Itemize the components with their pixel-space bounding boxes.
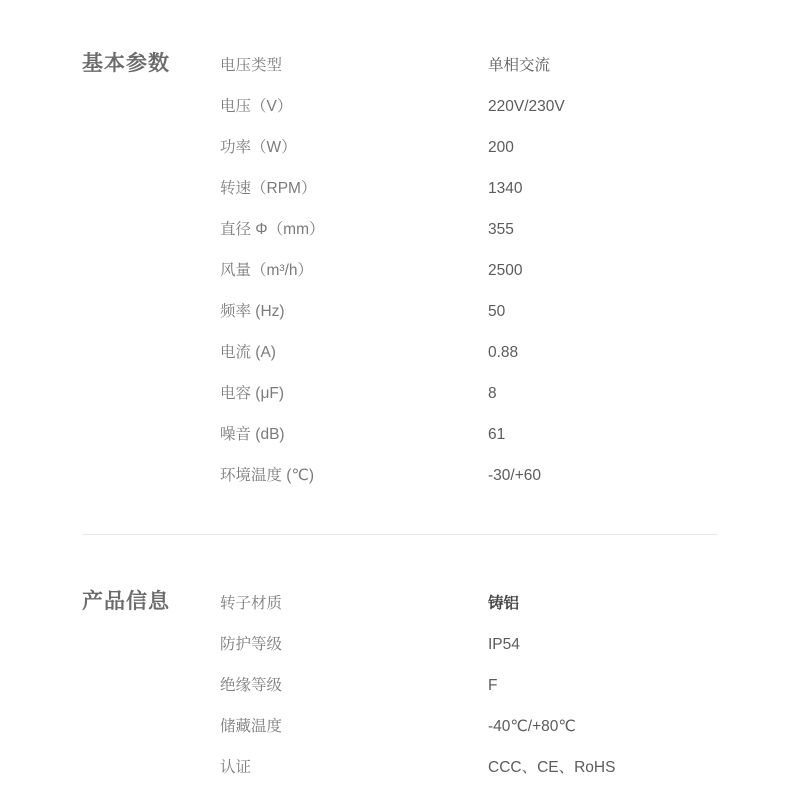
spec-label: 防护等级 — [220, 636, 283, 653]
spec-row — [220, 624, 800, 665]
spec-value: 61 — [488, 426, 506, 443]
spec-value: 220V/230V — [488, 98, 565, 115]
spec-row — [220, 747, 800, 788]
spec-label: 电容 (μF) — [220, 385, 285, 402]
spec-row — [220, 332, 800, 373]
spec-label: 电流 (A) — [220, 344, 276, 361]
spec-label: 功率（W） — [220, 139, 297, 156]
spec-value: 200 — [488, 139, 514, 156]
spec-label: 风量（m³/h） — [220, 262, 314, 279]
spec-label: 认证 — [220, 759, 252, 776]
spec-value: 2500 — [488, 262, 523, 279]
spec-row — [220, 414, 800, 455]
spec-row — [220, 250, 800, 291]
spec-label: 电压类型 — [220, 57, 283, 74]
spec-table-basic-parameters — [220, 45, 800, 496]
spec-label: 储藏温度 — [220, 718, 283, 735]
spec-row — [220, 291, 800, 332]
spec-value: IP54 — [488, 636, 520, 653]
section-product-information — [0, 535, 800, 788]
spec-row — [220, 665, 800, 706]
spec-row — [220, 45, 800, 86]
spec-value: 1340 — [488, 180, 523, 197]
spec-label: 直径 Φ（mm） — [220, 221, 325, 238]
section-title-basic-parameters: 基本参数 — [82, 52, 170, 75]
spec-row — [220, 373, 800, 414]
spec-label: 转子材质 — [220, 595, 283, 612]
spec-label: 频率 (Hz) — [220, 303, 285, 320]
spec-value: 8 — [488, 385, 497, 402]
spec-row — [220, 583, 800, 624]
spec-value: 铸铝 — [488, 595, 520, 612]
spec-value: -30/+60 — [488, 467, 542, 484]
spec-row — [220, 706, 800, 747]
spec-row — [220, 209, 800, 250]
spec-row — [220, 127, 800, 168]
spec-value: F — [488, 677, 498, 694]
spec-row — [220, 455, 800, 496]
spec-table-product-information — [220, 583, 800, 788]
spec-value: -40℃/+80℃ — [488, 718, 576, 735]
spec-value: 0.88 — [488, 344, 519, 361]
spec-value: 单相交流 — [488, 57, 551, 74]
section-title-product-information: 产品信息 — [82, 590, 170, 613]
spec-value: 50 — [488, 303, 506, 320]
spec-value: 355 — [488, 221, 514, 238]
spec-label: 绝缘等级 — [220, 677, 283, 694]
spec-label: 电压（V） — [220, 98, 293, 115]
spec-label: 环境温度 (℃) — [220, 467, 315, 484]
spec-row — [220, 86, 800, 127]
spec-value: CCC、CE、RoHS — [488, 759, 616, 776]
spec-label: 噪音 (dB) — [220, 426, 285, 443]
spec-row — [220, 168, 800, 209]
spec-label: 转速（RPM） — [220, 180, 317, 197]
